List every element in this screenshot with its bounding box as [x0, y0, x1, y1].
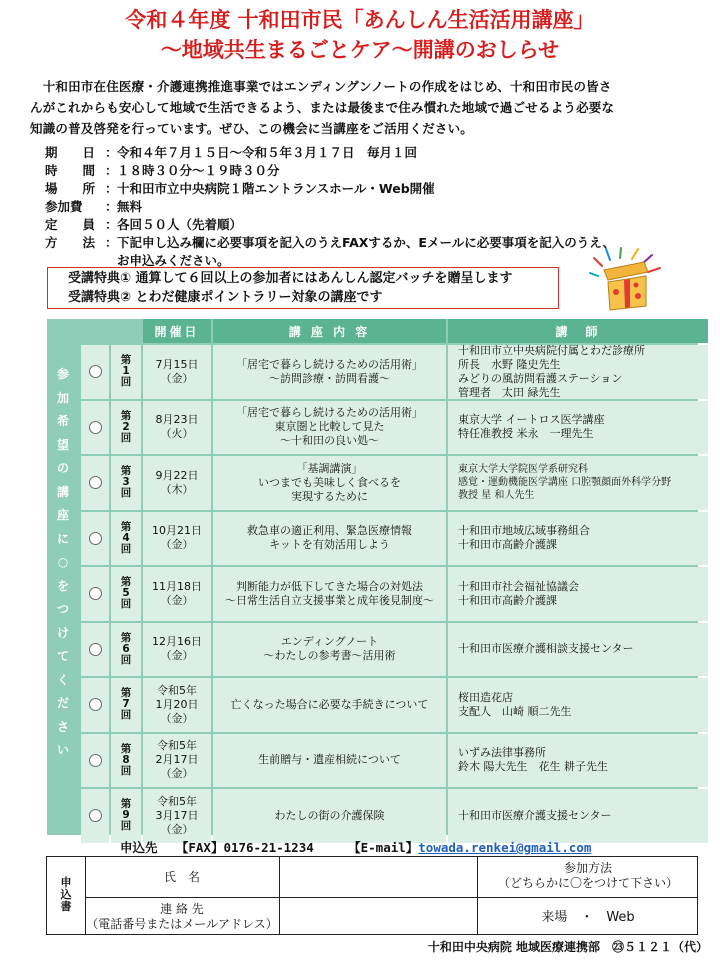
sidebar-char: 希: [56, 414, 69, 428]
session-number: [111, 401, 141, 455]
form-method-label-1: 参加方法: [563, 861, 612, 875]
session-select-cell[interactable]: [81, 567, 109, 621]
info-row-place: 場 所 ： 十和田市立中央病院１階エントランスホール・Web開催: [45, 181, 435, 196]
session-lecturer-line: 十和田市社会福祉協議会: [458, 579, 579, 593]
sidebar-char: の: [56, 461, 69, 475]
session-topic: [213, 512, 446, 566]
session-radio[interactable]: [89, 532, 102, 545]
session-topic-line: 東京圏と比較して見た: [274, 420, 385, 434]
session-topic: [213, 734, 446, 788]
session-date-line: （金）: [160, 593, 194, 607]
sidebar-char: つ: [56, 602, 69, 616]
session-topic-line: 「基調講演」: [296, 461, 363, 475]
session-select-cell[interactable]: [81, 512, 109, 566]
session-lecturer: [448, 678, 708, 732]
session-date-line: 11月18日: [152, 579, 202, 593]
session-topic-line: 判断能力が低下してきた場合の対処法: [236, 579, 423, 593]
session-radio[interactable]: [89, 809, 102, 822]
header-date: 開催日: [143, 319, 211, 343]
session-date: [143, 623, 211, 677]
session-lecturer-line: 所長 水野 隆史先生: [458, 357, 561, 371]
info-value: 令和４年７月１５日～令和５年３月１７日 毎月１回: [117, 145, 418, 160]
sidebar-char: く: [56, 672, 69, 687]
session-topic: [213, 345, 446, 399]
session-number: [111, 734, 141, 788]
session-number: [111, 567, 141, 621]
session-date: [143, 456, 211, 510]
session-radio[interactable]: [89, 365, 102, 378]
intro-paragraph: [30, 76, 694, 139]
info-row-method: 方 法 ： 下記申し込み欄に必要事項を記入のうえFAXするか、Eメールに必要事項を記入のうえ、: [45, 235, 615, 250]
session-date-line: （金）: [160, 538, 194, 552]
session-lecturer: [448, 512, 708, 566]
session-date-line: 9月22日: [155, 468, 199, 482]
session-date: [143, 567, 211, 621]
session-number: [111, 456, 141, 510]
session-select-cell[interactable]: [81, 456, 109, 510]
session-select-cell[interactable]: [81, 678, 109, 732]
session-date-line: （木）: [160, 482, 194, 496]
form-contact-label-2: （電話番号またはメールアドレス）: [86, 917, 278, 931]
session-number: [111, 345, 141, 399]
session-select-cell[interactable]: [81, 789, 109, 843]
session-topic-line: いつまでも美味しく食べるを: [258, 475, 401, 489]
session-number: [111, 678, 141, 732]
session-lecturer: [448, 401, 708, 455]
info-value: お申込みください。: [117, 253, 230, 268]
session-select-cell[interactable]: [81, 401, 109, 455]
sidebar-char: て: [56, 649, 69, 663]
fax-number: 【FAX】0176-21-1234: [175, 840, 314, 855]
session-topic-line: わたしの街の介護保険: [274, 808, 385, 822]
session-lecturer-line: 教授 星 和人先生: [458, 490, 535, 502]
session-lecturer: [448, 567, 708, 621]
session-number-char: 5: [122, 587, 130, 600]
header-lecturer: 講 師: [448, 319, 708, 343]
session-date-line: （金）: [160, 822, 194, 836]
session-date: [143, 345, 211, 399]
session-number-char: 9: [122, 809, 130, 822]
session-date: [143, 734, 211, 788]
session-number: [111, 789, 141, 843]
session-lecturer-line: 十和田市立中央病院付属とわだ診療所: [458, 343, 645, 357]
email-label: 【E-mail】: [348, 840, 419, 855]
session-lecturer-line: 十和田市高齢介護課: [458, 538, 557, 552]
intro-line: 十和田市在住医療・介護連携推進事業ではエンディングンノートの作成をはじめ、十和田市民の皆さ: [30, 79, 612, 94]
info-value: 十和田市立中央病院１階エントランスホール・Web開催: [117, 181, 435, 196]
session-topic-line: 亡くなった場合に必要な手続きについて: [230, 697, 429, 711]
sidebar-instruction: [47, 319, 79, 835]
session-lecturer-line: 支配人 山崎 順二先生: [458, 704, 572, 718]
session-number: [111, 623, 141, 677]
page-title-line2: ～地域共生まるごとケア～開講のおしらせ: [160, 38, 560, 62]
session-number-char: 第: [120, 354, 132, 367]
session-lecturer-line: 十和田市地域広域事務組合: [458, 524, 590, 538]
session-topic-line: ～日常生活自立支援事業と成年後見制度～: [225, 593, 434, 607]
intro-line: んがこれからも安心して地域で生活できるよう、または最後まで住み慣れた地域で過ごせるよう必要な: [30, 100, 615, 115]
session-number-char: 8: [122, 753, 130, 766]
sidebar-char: い: [56, 743, 69, 757]
session-radio[interactable]: [89, 754, 102, 767]
session-number-char: 第: [120, 798, 132, 811]
session-date-line: 1月20日: [155, 697, 199, 711]
session-date-line: （金）: [160, 711, 194, 725]
application-form: [46, 856, 698, 935]
sidebar-char: 参: [56, 367, 69, 381]
sidebar-char: ○: [57, 555, 69, 569]
form-name-field[interactable]: [280, 857, 477, 897]
session-topic: [213, 678, 446, 732]
session-topic: [213, 401, 446, 455]
session-number-char: 回: [120, 709, 132, 722]
session-lecturer: [448, 345, 708, 399]
session-topic: [213, 789, 446, 843]
session-number-char: 1: [122, 365, 130, 378]
gift-box-icon: [588, 246, 666, 312]
session-lecturer: [448, 456, 708, 510]
session-lecturer-line: みどりの風訪問看護ステーション: [458, 371, 623, 385]
session-date-line: 12月16日: [152, 635, 202, 649]
session-lecturer-line: 鈴木 陽大先生 花生 耕子先生: [458, 760, 608, 774]
session-topic-line: 実現するために: [291, 489, 368, 503]
session-lecturer-line: 東京大学 イートロス医学講座: [458, 413, 605, 427]
session-number-char: 回: [120, 820, 132, 833]
session-radio[interactable]: [89, 421, 102, 434]
session-radio[interactable]: [89, 643, 102, 656]
session-number-char: 第: [120, 631, 132, 644]
session-date-line: （金）: [160, 649, 194, 663]
session-topic: [213, 623, 446, 677]
session-topic: [213, 456, 446, 510]
session-date: [143, 401, 211, 455]
form-side-label: 申込書: [60, 876, 72, 913]
session-number: [111, 512, 141, 566]
session-topic-line: 救急車の適正利用、緊急医療情報: [247, 524, 412, 538]
session-date-line: （火）: [160, 427, 194, 441]
info-label: 参加費: [45, 199, 83, 214]
session-topic-line: ～十和田の良い処～: [280, 434, 379, 448]
session-lecturer-line: 桜田造花店: [458, 690, 513, 704]
session-date: [143, 512, 211, 566]
session-number-char: 4: [122, 531, 130, 544]
info-row-date: 期 日 ： 令和４年７月１５日～令和５年３月１７日 毎月１回: [45, 145, 418, 160]
session-number-char: 2: [122, 420, 130, 433]
session-date: [143, 789, 211, 843]
schedule-table: [47, 319, 698, 835]
session-lecturer: [448, 734, 708, 788]
session-number-char: 回: [120, 653, 132, 666]
sidebar-char: に: [56, 531, 69, 546]
session-lecturer-line: 十和田市医療介護相談支援センター: [458, 642, 634, 656]
session-date-line: 7月15日: [155, 357, 199, 371]
session-date-line: （金）: [160, 767, 194, 781]
sidebar-char: 加: [56, 390, 69, 405]
apply-contact: [120, 838, 680, 856]
session-date: [143, 678, 211, 732]
info-label: 方 法: [45, 235, 96, 250]
form-contact-label-1: 連 絡 先: [160, 902, 204, 916]
session-lecturer: [448, 623, 708, 677]
session-number-char: 回: [120, 431, 132, 444]
session-number-char: 7: [122, 698, 130, 711]
info-row-fee: 参加費 ： 無料: [45, 199, 143, 214]
session-topic-line: 生前贈与・遺産相続について: [258, 753, 401, 767]
info-value: 無料: [117, 199, 143, 214]
session-date-line: 2月17日: [155, 753, 199, 767]
form-contact-label: [85, 902, 279, 932]
session-number-char: 第: [120, 742, 132, 755]
form-method-label: [477, 861, 699, 891]
sidebar-char: け: [56, 625, 69, 640]
benefit-2: 受講特典② とわだ健康ポイントラリー対象の講座です: [68, 290, 383, 305]
session-number-char: 第: [120, 687, 132, 700]
session-radio[interactable]: [89, 587, 102, 600]
session-lecturer-line: いずみ法律事務所: [458, 746, 546, 760]
session-topic-line: 「居宅で暮らし続けるための活用術」: [236, 357, 423, 371]
form-method-options[interactable]: 来場 ・ Web: [541, 910, 635, 925]
session-number-char: 3: [122, 476, 130, 489]
email-link[interactable]: towada.renkei@gmail.com: [418, 840, 592, 855]
sidebar-char: を: [56, 578, 69, 593]
session-number-char: 回: [120, 487, 132, 500]
page-title-line1: 令和４年度 十和田市民「あんしん生活活用講座」: [125, 8, 595, 32]
session-lecturer-line: 感覚・運動機能医学講座 口腔顎顔面外科学分野: [458, 477, 672, 489]
session-topic-line: キットを有効活用しよう: [269, 538, 390, 552]
session-topic-line: エンディングノート: [280, 635, 379, 649]
info-label: 定 員: [45, 217, 96, 232]
session-number-char: 第: [120, 520, 132, 533]
session-radio[interactable]: [89, 476, 102, 489]
session-lecturer-line: 管理者 太田 緑先生: [458, 385, 561, 399]
session-date-line: 8月23日: [155, 413, 199, 427]
sidebar-char: 望: [56, 437, 69, 452]
form-name-label: 氏 名: [163, 870, 200, 884]
session-number-char: 6: [122, 642, 130, 655]
session-number-char: 回: [120, 376, 132, 389]
info-label: 場 所: [45, 181, 96, 196]
session-number-char: 第: [120, 465, 132, 478]
session-lecturer-line: 十和田市高齢介護課: [458, 593, 557, 607]
session-lecturer-line: 十和田市医療介護支援センター: [458, 808, 612, 822]
form-contact-field[interactable]: [280, 898, 477, 935]
sidebar-char: 講: [56, 484, 69, 499]
session-number-char: 第: [120, 576, 132, 589]
session-select-cell[interactable]: [81, 345, 109, 399]
footer-contact: 十和田中央病院 地域医療連携部 ㉓５１２１（代）: [427, 940, 708, 954]
session-grid: [79, 319, 700, 843]
apply-label: 申込先: [120, 840, 158, 855]
session-number-char: 回: [120, 598, 132, 611]
sidebar-char: だ: [56, 696, 69, 710]
form-method-label-2: （どちらかに〇をつけて下さい）: [497, 876, 678, 890]
info-value: 下記申し込み欄に必要事項を記入のうえFAXするか、Eメールに必要事項を記入のうえ、: [117, 235, 615, 250]
header-topic: 講 座 内 容: [213, 319, 446, 343]
info-value: 各回５０人（先着順）: [117, 217, 243, 232]
session-topic-line: 「居宅で暮らし続けるための活用術」: [236, 406, 423, 420]
sidebar-char: 座: [56, 508, 69, 522]
sidebar-char: さ: [56, 719, 69, 734]
info-label: 期 日: [45, 145, 96, 160]
session-date-line: （金）: [160, 371, 194, 385]
info-row-capacity: 定 員 ： 各回５０人（先着順）: [45, 217, 243, 232]
session-lecturer-line: 東京大学大学院医学系研究科: [458, 464, 588, 476]
session-lecturer-line: 特任准教授 米永 一理先生: [458, 427, 594, 441]
session-number-char: 第: [120, 409, 132, 422]
session-lecturer: [448, 789, 708, 843]
session-topic: [213, 567, 446, 621]
benefit-1: 受講特典① 通算して６回以上の参加者にはあんしん認定バッチを贈呈します: [68, 271, 513, 286]
intro-line: 知識の普及啓発を行っています。ぜひ、この機会に当講座をご活用ください。: [30, 121, 474, 136]
info-row-time: 時 間 ： １８時３０分～１９時３０分: [45, 163, 280, 178]
session-date-line: 令和5年: [157, 794, 197, 808]
session-topic-line: ～訪問診療・訪問看護～: [269, 371, 390, 385]
info-value: １８時３０分～１９時３０分: [117, 163, 280, 178]
benefits-box: [47, 267, 559, 309]
session-date-line: 令和5年: [157, 739, 197, 753]
header-blank: [111, 319, 141, 343]
session-date-line: 令和5年: [157, 683, 197, 697]
session-select-cell[interactable]: [81, 623, 109, 677]
session-number-char: 回: [120, 764, 132, 777]
session-date-line: 3月17日: [155, 808, 199, 822]
session-topic-line: ～わたしの参考書～活用術: [263, 649, 396, 663]
info-label: 時 間: [45, 163, 96, 178]
session-radio[interactable]: [89, 698, 102, 711]
session-select-cell[interactable]: [81, 734, 109, 788]
header-blank: [81, 319, 109, 343]
session-date-line: 10月21日: [152, 524, 202, 538]
session-number-char: 回: [120, 542, 132, 555]
